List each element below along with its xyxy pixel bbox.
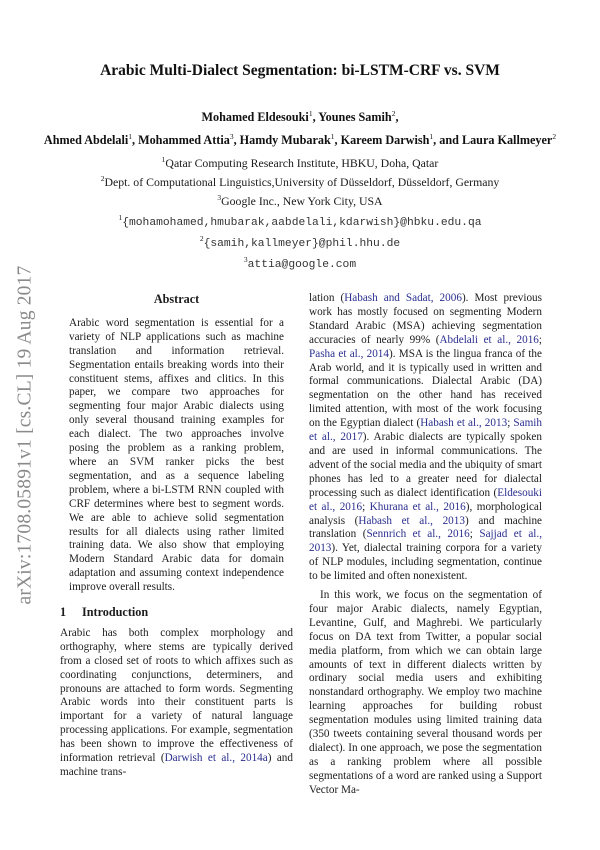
author-affiliation-marker: 2 — [391, 109, 396, 118]
author-line-2: Ahmed Abdelali$^1$, Mohammed Attia$^3$, Hamdy Mubarak$^1$, Kareem Darwish$^1$, and Laura Kallmeyer$^2$ — [43, 132, 557, 147]
author-name: Mohammed Attia — [138, 133, 230, 147]
left-column — [60, 290, 293, 780]
citation-link[interactable]: Khurana et al., 2016 — [369, 500, 466, 513]
introduction-paragraph-1: Arabic has both complex morphology and orthography, where stems are typically derived from a closed set of roots to which affixes such as coordinating conjunctions, determiners, and pronouns are attached to form words. Segmenting Arabic words into their constituent parts is important for a variety of natural language processing applications. For example, segmentation has been shown to improve the effectiveness of information retrieval (Darwish et al., 2014a) and machine trans- — [60, 626, 293, 778]
author-affiliation-marker: 2 — [552, 132, 557, 141]
section-heading-introduction — [60, 606, 293, 620]
section-title: Introduction — [82, 605, 149, 620]
author-affiliation-marker: 1 — [128, 132, 132, 141]
citation-link[interactable]: Samih et al., 2017 — [309, 417, 542, 444]
section-number: 1 — [60, 605, 67, 620]
author-name: Kareem Darwish — [340, 133, 430, 147]
author-affiliation-marker: 3 — [229, 132, 234, 141]
affiliations-block — [0, 152, 600, 273]
citation-link[interactable]: Eldesouki et al., 2016 — [309, 486, 542, 513]
email-1: $^1${mohamohamed,hmubarak,aabdelali,kdarwish}@hbku.edu.qa — [118, 212, 482, 229]
citation-link[interactable]: Abdelali et al., 2016 — [439, 333, 539, 346]
citation-link[interactable]: Sajjad et al., 2013 — [309, 528, 542, 555]
introduction-paragraph-2: In this work, we focus on the segmentation of four major Arabic dialects, namely Egyptian, Levantine, Gulf, and Maghrebi. We particularly focus on DA text from Twitter, a popular social media platform, from which we can obtain large amounts of text in different dialects written by ordinary social media users and exhibiting nonstandard orthography. We employ two machine learning approaches for building robust segmentation modules using limited training data (350 tweets containing several thousand words per dialect). In one approach, we pose the segmentation as a ranking problem where all possible segmentations of a word are ranked using a Support Vector Ma- — [309, 589, 542, 796]
citation-link[interactable]: Habash and Sadat, 2006 — [344, 292, 462, 304]
affiliation-3: $^3$Google Inc., New York City, USA — [217, 193, 383, 209]
author-name: Hamdy Mubarak — [239, 133, 331, 147]
arxiv-id-text: arXiv:1708.05891v1 [cs.CL] 19 Aug 2017 — [15, 265, 37, 605]
citation-link[interactable]: Sennrich et al., 2016 — [366, 528, 470, 541]
arxiv-identifier-stamp — [12, 255, 40, 615]
author-line-1: Mohamed Eldesouki$^1$, Younes Samih$^2$, — [201, 109, 399, 124]
right-column — [309, 292, 542, 798]
citation-link[interactable]: Habash et al., 2013 — [420, 417, 508, 430]
affiliation-2: $^2$Dept. of Computational Linguistics,University of Düsseldorf, Düsseldorf, Germany — [100, 174, 500, 190]
author-name: Ahmed Abdelali — [43, 133, 129, 147]
citation-link[interactable]: Habash et al., 2013 — [358, 514, 465, 527]
author-list — [0, 104, 600, 150]
author-name: Laura Kallmeyer — [461, 133, 553, 147]
author-affiliation-marker: 1 — [308, 109, 313, 118]
citation-link[interactable]: Darwish et al., 2014a — [164, 752, 268, 765]
author-name: Younes Samih — [318, 110, 392, 124]
affiliation-1: $^1$Qatar Computing Research Institute, HBKU, Doha, Qatar — [161, 155, 439, 170]
abstract-text: Arabic word segmentation is essential for a variety of NLP applications such as machine translation and information retrieval. Segmentation entails breaking words into their constituent stems, affixes and clitics. In this paper, we compare two approaches for segmenting four major Arabic dialects using only several thousand training examples for each dialect. The two approaches involve posing the problem as a ranking problem, where an SVM ranker picks the best segmentation, and as a sequence labeling problem, where a bi-LSTM RNN coupled with CRF determines where best to segment words. We are able to achieve solid segmentation results for all dialects using rather limited training data. We also show that employing Modern Standard Arabic data for domain adaptation and assuming context independence improve overall results. — [69, 316, 284, 594]
email-2: $^2${samih,kallmeyer}@phil.hhu.de — [199, 233, 401, 250]
author-affiliation-marker: 1 — [330, 132, 335, 141]
paper-title: Arabic Multi-Dialect Segmentation: bi-LSTM-CRF vs. SVM — [100, 62, 500, 79]
author-affiliation-marker: 1 — [429, 132, 434, 141]
abstract-heading: Abstract — [153, 292, 200, 306]
citation-link[interactable]: Pasha et al., 2014 — [309, 347, 389, 360]
introduction-paragraph-1-continued: lation (Habash and Sadat, 2006). Most previous work has mostly focused on segmenting Modern Standard Arabic (MSA) achieving segmentation accuracies of nearly 99% (Abdelali et al., 2016; Pasha et al., 2014). MSA is the lingua franca of the Arab world, and it is typically used in written and formal communications. Dialectal Arabic (DA) segmentation on the other hand has received limited attention, with most of the work focusing on the Egyptian dialect (Habash et al., 2013; Samih et al., 2017). Arabic dialects are typically spoken and are used in informal communications. The advent of the social media and the ubiquity of smart phones has led to a greater need for dialectal processing such as dialect identification (Eldesouki et al., 2016; Khurana et al., 2016), morphological analysis (Habash et al., 2013) and machine translation (Sennrich et al., 2016; Sajjad et al., 2013). Yet, dialectal training corpora for a variety of NLP modules, including segmentation, continue to be limited and often nonexistent. — [309, 292, 542, 583]
email-3: $^3$attia@google.com — [243, 255, 357, 272]
author-name: Mohamed Eldesouki — [201, 110, 309, 124]
